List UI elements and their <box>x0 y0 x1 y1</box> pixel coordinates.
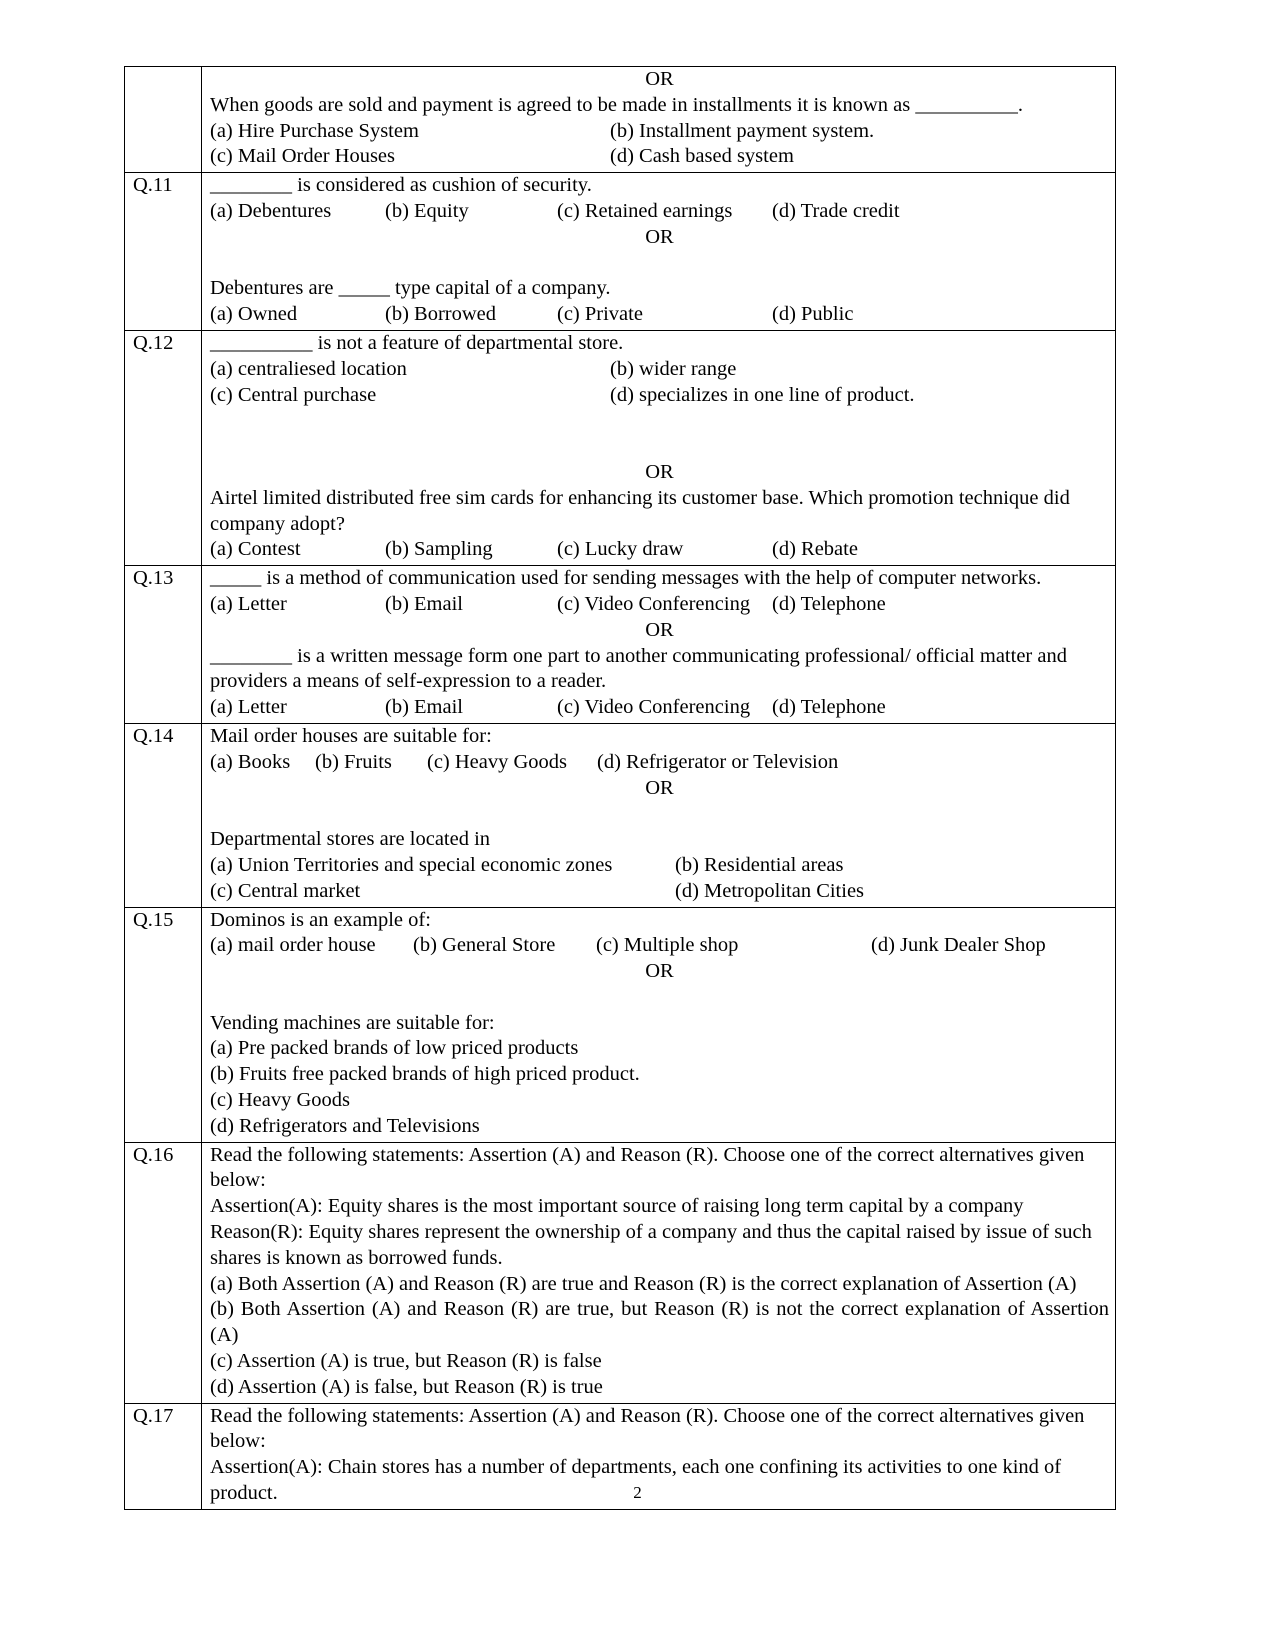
blank-line <box>210 408 1109 434</box>
option-b: (b) Email <box>385 696 463 719</box>
option-b: (b) General Store <box>413 934 556 957</box>
or-separator: OR <box>645 776 674 799</box>
table-row <box>125 1142 1116 1403</box>
option-c: (c) Retained earnings <box>557 199 733 222</box>
question-number-cell: Q.11 <box>125 173 202 331</box>
option-left: (a) centraliesed location <box>210 357 407 380</box>
question-text: Read the following statements: Assertion (A) and Reason (R). Choose one of the correct alternatives given below: <box>210 1143 1085 1192</box>
or-separator: OR <box>645 618 674 641</box>
option-right: (b) Residential areas <box>675 853 844 876</box>
question-text: ________ is a written message form one part to another communicating professional/ official matter and providers a means of self-expression to a reader. <box>210 644 1067 693</box>
question-body-cell <box>202 566 1116 724</box>
question-text: (b) Both Assertion (A) and Reason (R) are true, but Reason (R) is not the correct explanation of Assertion (A) <box>210 1298 1109 1347</box>
question-body-cell <box>202 1142 1116 1403</box>
question-body-cell <box>202 67 1116 173</box>
option-b: (b) Fruits <box>315 750 392 773</box>
option-a: (a) Debentures <box>210 199 332 222</box>
question-body-cell <box>202 173 1116 331</box>
question-text: ________ is considered as cushion of security. <box>210 174 592 197</box>
table-row <box>125 67 1116 173</box>
option-d: (d) Refrigerator or Television <box>597 750 839 773</box>
option-pair <box>210 383 1109 409</box>
blank-line <box>210 985 1109 1011</box>
question-text: Reason(R): Equity shares represent the ownership of a company and thus the capital raised by issue of such shares is known as borrowed funds. <box>210 1221 1092 1269</box>
question-text: Vending machines are suitable for: <box>210 1011 495 1034</box>
option-left: (a) Union Territories and special economic zones <box>210 853 613 876</box>
question-number-cell: Q.17 <box>125 1403 202 1509</box>
question-text: (c) Heavy Goods <box>210 1089 351 1112</box>
question-text: When goods are sold and payment is agreed to be made in installments it is known as __________. <box>210 93 1024 116</box>
question-number-cell: Q.14 <box>125 723 202 907</box>
question-table <box>124 66 1116 1510</box>
option-left: (c) Central purchase <box>210 383 377 406</box>
question-text: (d) Refrigerators and Televisions <box>210 1114 480 1137</box>
question-table-body <box>125 67 1116 1510</box>
option-pair <box>210 144 1109 170</box>
question-body-cell <box>202 330 1116 565</box>
option-a: (a) Contest <box>210 538 301 561</box>
option-right: (d) Cash based system <box>610 145 794 168</box>
or-separator: OR <box>645 460 674 483</box>
option-b: (b) Equity <box>385 199 469 222</box>
option-row <box>210 933 1109 959</box>
option-a: (a) Letter <box>210 592 287 615</box>
option-d: (d) Rebate <box>772 538 858 561</box>
question-body-cell <box>202 723 1116 907</box>
table-row <box>125 723 1116 907</box>
option-a: (a) Letter <box>210 696 287 719</box>
option-pair <box>210 119 1109 145</box>
question-text: __________ is not a feature of departmental store. <box>210 331 624 354</box>
question-text: Read the following statements: Assertion (A) and Reason (R). Choose one of the correct alternatives given below: <box>210 1404 1085 1453</box>
option-row <box>210 199 1109 225</box>
option-pair <box>210 879 1109 905</box>
question-text: Mail order houses are suitable for: <box>210 724 492 747</box>
option-row <box>210 537 1109 563</box>
option-c: (c) Private <box>557 303 643 326</box>
option-d: (d) Telephone <box>772 696 886 719</box>
question-text: Airtel limited distributed free sim cards for enhancing its customer base. Which promotion technique did company adopt? <box>210 486 1070 535</box>
question-number-cell: Q.12 <box>125 330 202 565</box>
option-c: (c) Video Conferencing <box>557 696 751 719</box>
option-d: (d) Public <box>772 303 854 326</box>
question-text: (d) Assertion (A) is false, but Reason (R) is true <box>210 1375 603 1398</box>
question-text: Assertion(A): Chain stores has a number of departments, each one confining its activities to one kind of product. <box>210 1456 1062 1505</box>
option-d: (d) Telephone <box>772 592 886 615</box>
question-text: Dominos is an example of: <box>210 908 431 931</box>
option-pair <box>210 357 1109 383</box>
question-text: _____ is a method of communication used for sending messages with the help of computer networks. <box>210 567 1042 590</box>
option-c: (c) Lucky draw <box>557 538 684 561</box>
blank-line <box>210 434 1109 460</box>
option-b: (b) Sampling <box>385 538 493 561</box>
question-number-cell <box>125 67 202 173</box>
question-text: (b) Fruits free packed brands of high priced product. <box>210 1063 640 1086</box>
option-right: (b) wider range <box>610 357 737 380</box>
option-a: (a) Books <box>210 750 291 773</box>
option-right: (d) specializes in one line of product. <box>610 383 915 406</box>
question-text: Debentures are _____ type capital of a company. <box>210 277 611 300</box>
option-a: (a) Owned <box>210 303 298 326</box>
option-b: (b) Email <box>385 592 463 615</box>
option-right: (d) Metropolitan Cities <box>675 879 865 902</box>
or-separator: OR <box>645 225 674 248</box>
question-text: (c) Assertion (A) is true, but Reason (R) is false <box>210 1350 602 1373</box>
blank-line <box>210 801 1109 827</box>
question-text: Departmental stores are located in <box>210 828 491 851</box>
table-row <box>125 566 1116 724</box>
question-number-cell: Q.15 <box>125 907 202 1142</box>
question-text: (a) Both Assertion (A) and Reason (R) are true and Reason (R) is the correct explanation of Assertion (A) <box>210 1272 1077 1295</box>
option-left: (a) Hire Purchase System <box>210 119 419 142</box>
option-d: (d) Trade credit <box>772 199 900 222</box>
table-row <box>125 330 1116 565</box>
question-text: (a) Pre packed brands of low priced products <box>210 1037 579 1060</box>
or-separator: OR <box>645 960 674 983</box>
option-row <box>210 695 1109 721</box>
or-separator: OR <box>645 68 674 90</box>
option-left: (c) Central market <box>210 879 361 902</box>
option-c: (c) Multiple shop <box>596 934 739 957</box>
question-number-cell: Q.16 <box>125 1142 202 1403</box>
question-body-cell <box>202 907 1116 1142</box>
option-row <box>210 750 1109 776</box>
question-text: Assertion(A): Equity shares is the most important source of raising long term capital by a company <box>210 1195 1024 1218</box>
option-right: (b) Installment payment system. <box>610 119 875 142</box>
option-left: (c) Mail Order Houses <box>210 145 396 168</box>
option-c: (c) Heavy Goods <box>427 750 568 773</box>
page-number: 2 <box>633 1483 642 1502</box>
blank-line <box>210 251 1109 277</box>
option-row <box>210 302 1109 328</box>
table-row <box>125 173 1116 331</box>
table-row <box>125 907 1116 1142</box>
option-pair <box>210 853 1109 879</box>
option-c: (c) Video Conferencing <box>557 592 751 615</box>
option-row <box>210 592 1109 618</box>
option-a: (a) mail order house <box>210 934 376 957</box>
option-b: (b) Borrowed <box>385 303 497 326</box>
question-number-cell: Q.13 <box>125 566 202 724</box>
option-d: (d) Junk Dealer Shop <box>871 934 1046 957</box>
